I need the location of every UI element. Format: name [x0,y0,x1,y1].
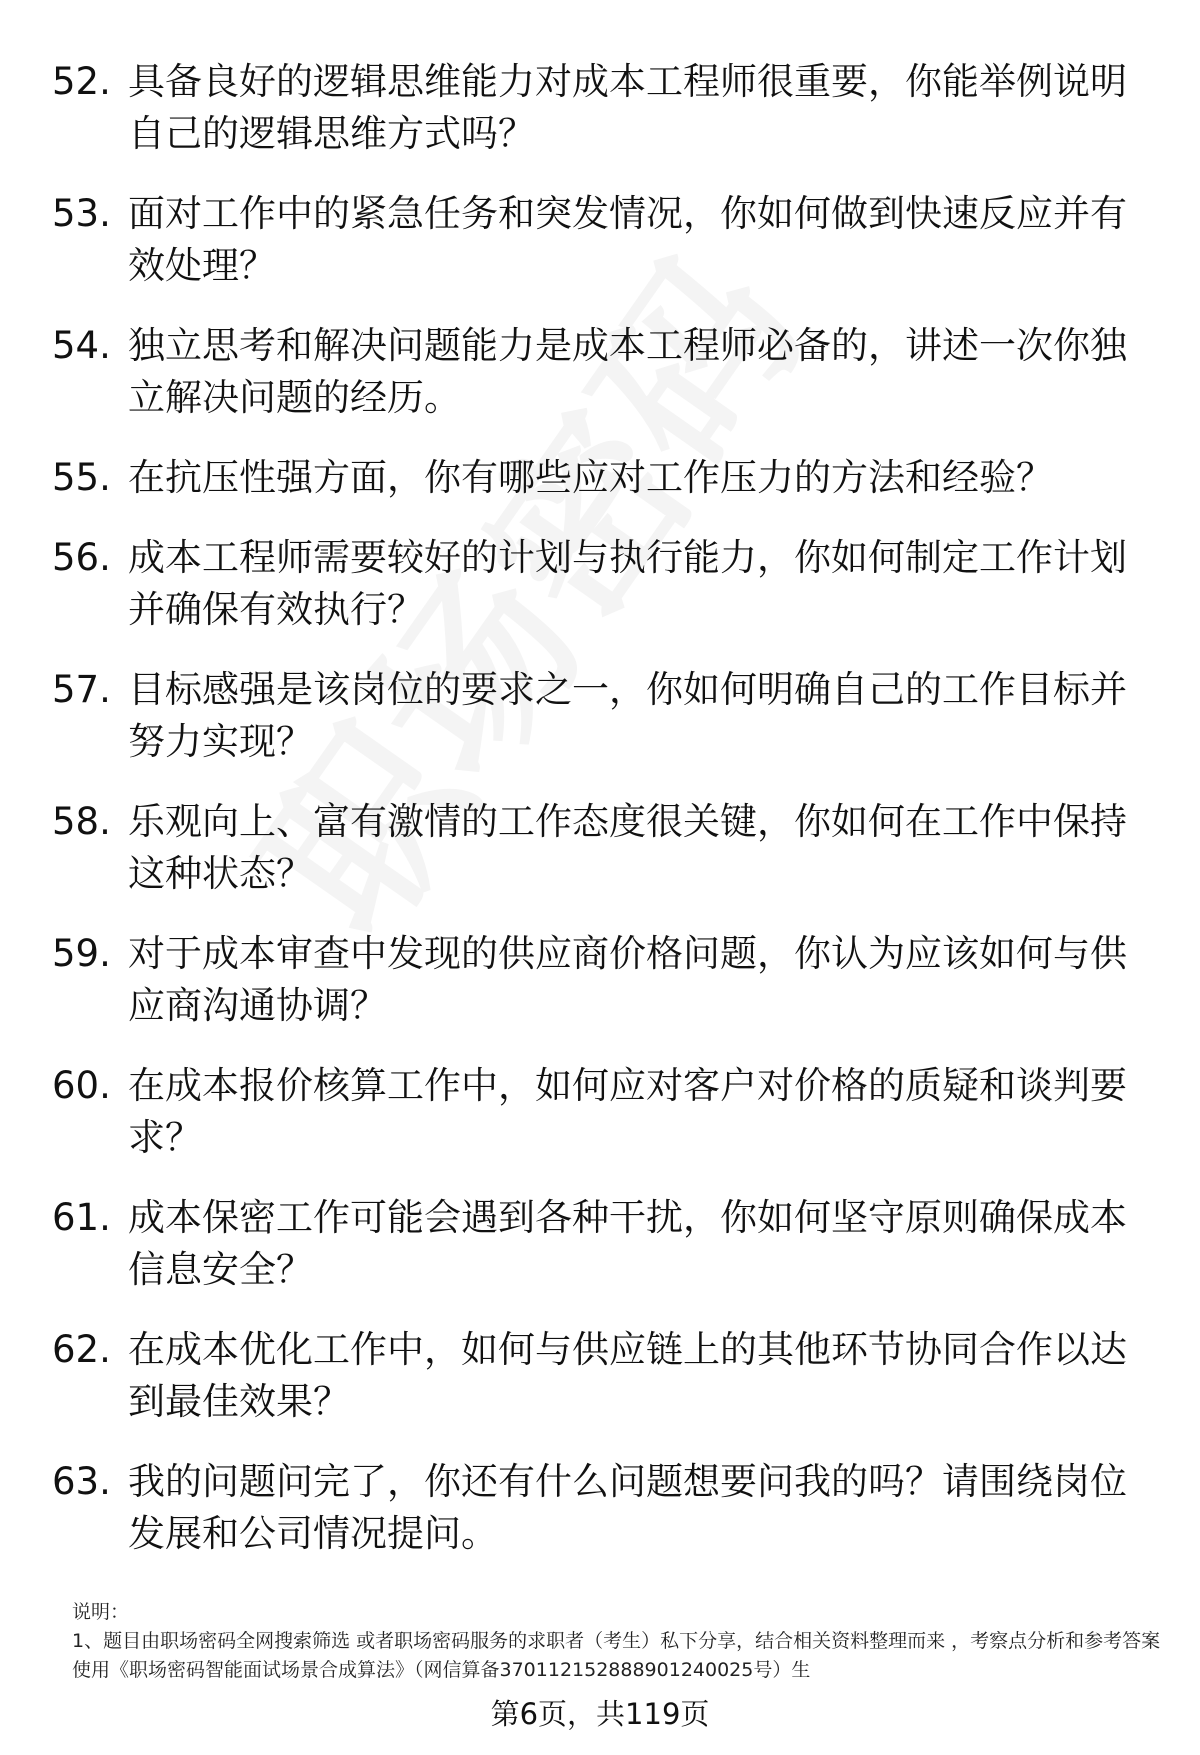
question-item [52,796,1152,900]
question-text: 乐观向上、富有激情的工作态度很关键，你如何在工作中保持这种状态？ [128,800,1127,895]
question-text: 在抗压性强方面，你有哪些应对工作压力的方法和经验？ [128,456,1053,499]
question-item [52,188,1152,292]
question-item [52,320,1152,424]
question-number: 56. [52,536,111,579]
question-text: 具备良好的逻辑思维能力对成本工程师很重要，你能举例说明自己的逻辑思维方式吗？ [128,60,1127,155]
question-text: 在成本报价核算工作中，如何应对客户对价格的质疑和谈判要求？ [128,1064,1127,1159]
question-text: 目标感强是该岗位的要求之一，你如何明确自己的工作目标并努力实现？ [128,668,1127,763]
question-number: 62. [52,1328,111,1371]
question-item [52,1324,1152,1428]
question-text: 面对工作中的紧急任务和突发情况，你如何做到快速反应并有效处理？ [128,192,1127,287]
notes-heading: 说明： [72,1601,130,1623]
question-number: 52. [52,60,111,103]
question-item [52,1192,1152,1296]
question-text: 对于成本审查中发现的供应商价格问题，你认为应该如何与供应商沟通协调？ [128,932,1127,1027]
question-number: 54. [52,324,111,367]
question-number: 55. [52,456,111,499]
question-number: 53. [52,192,111,235]
question-number: 60. [52,1064,111,1107]
question-item [52,928,1152,1032]
question-number: 57. [52,668,111,711]
page-number: 第6页，共119页 [490,1697,710,1731]
question-text: 成本工程师需要较好的计划与执行能力，你如何制定工作计划并确保有效执行？ [128,536,1127,631]
question-item [52,1060,1152,1164]
question-item [52,532,1152,636]
question-item [52,452,1152,504]
question-number: 61. [52,1196,111,1239]
question-item [52,1456,1152,1560]
question-number: 58. [52,800,111,843]
question-text: 成本保密工作可能会遇到各种干扰，你如何坚守原则确保成本信息安全？ [128,1196,1127,1291]
question-text: 独立思考和解决问题能力是成本工程师必备的，讲述一次你独立解决问题的经历。 [128,324,1127,419]
question-item [52,56,1152,160]
question-list [52,56,1152,1588]
notes-body: 1、题目由职场密码全网搜索筛选 或者职场密码服务的求职者（考生）私下分享，结合相关资料整理而来 ，考察点分析和参考答案使用《职场密码智能面试场景合成算法》（网信算备370112152888901240025号）生 [72,1630,1161,1681]
question-text: 在成本优化工作中，如何与供应链上的其他环节协同合作以达到最佳效果？ [128,1328,1127,1423]
question-number: 59. [52,932,111,975]
question-text: 我的问题问完了，你还有什么问题想要问我的吗？请围绕岗位发展和公司情况提问。 [128,1460,1127,1555]
question-number: 63. [52,1460,111,1503]
notes-section [72,1598,1162,1685]
question-item [52,664,1152,768]
